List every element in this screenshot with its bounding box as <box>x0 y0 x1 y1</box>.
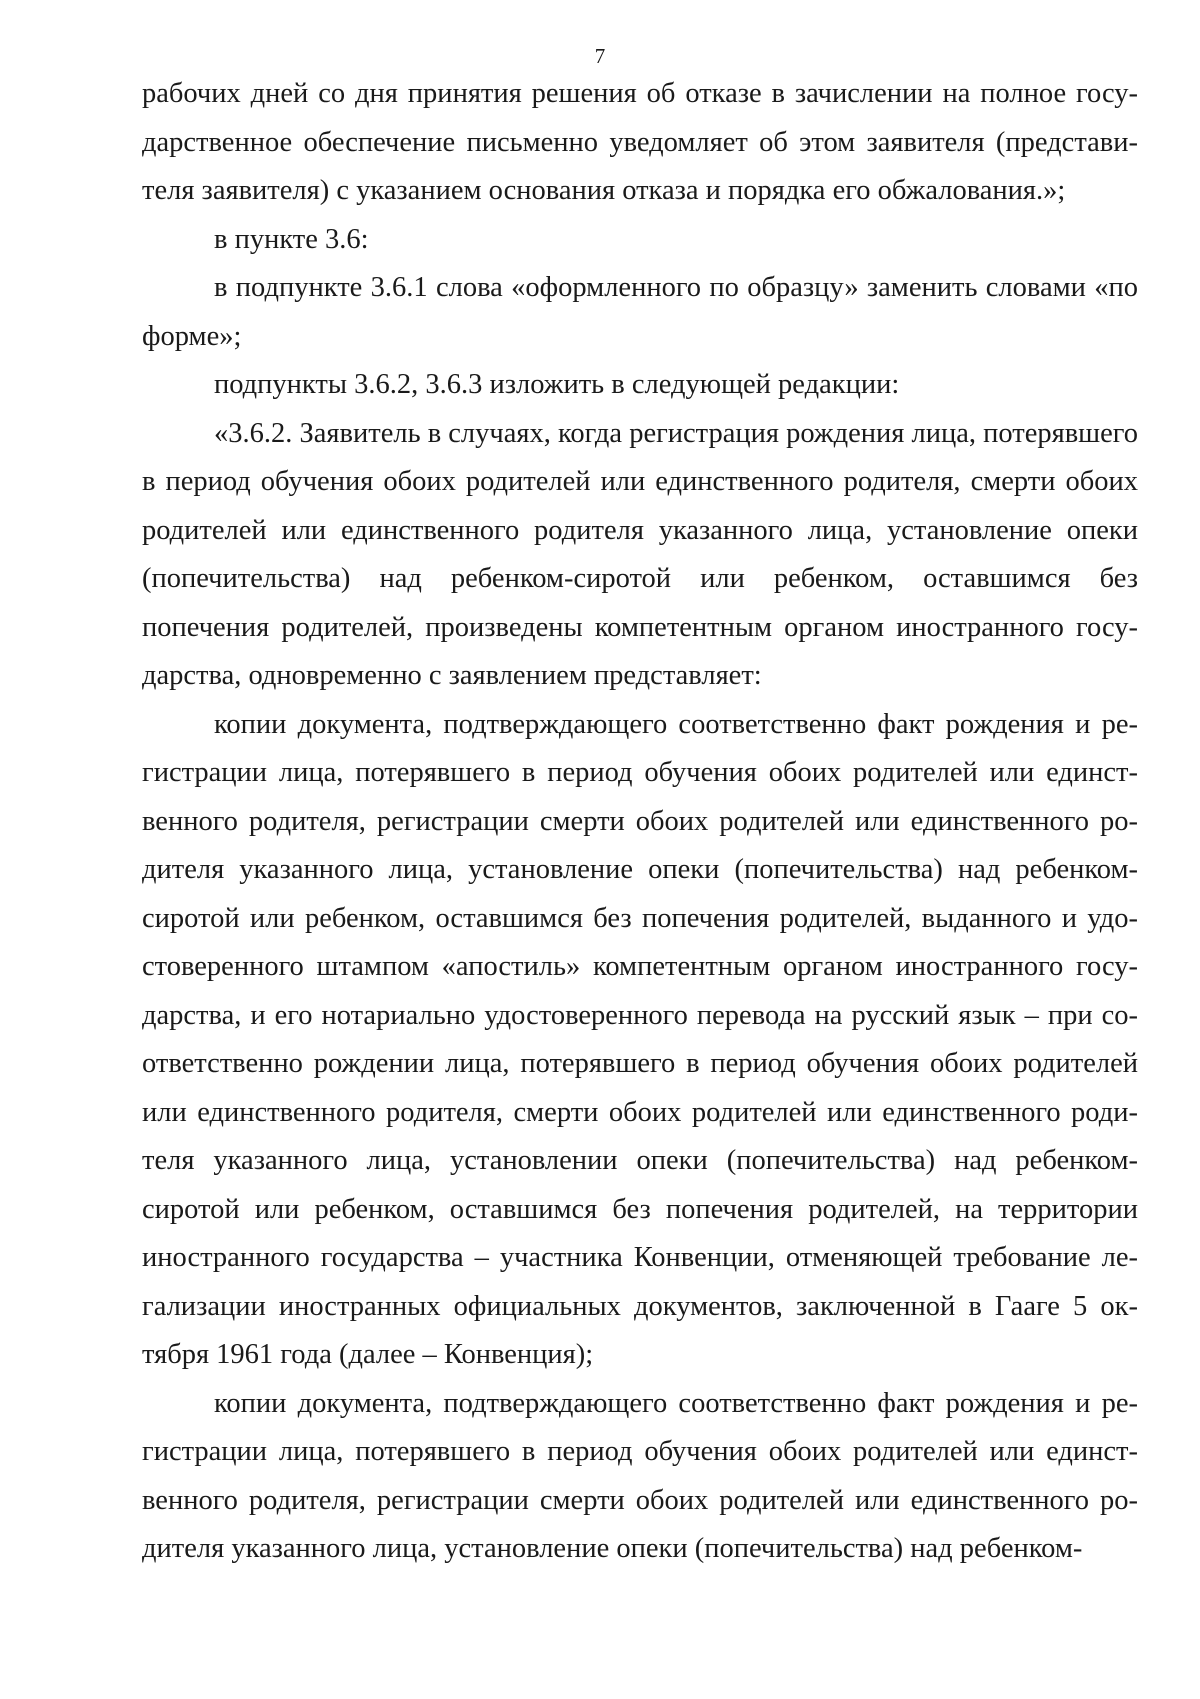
paragraph: рабочих дней со дня принятия решения об отказе в зачислении на полное государственное обеспечение письменно уведомляет об этом заявителя (представителя заявителя) с указанием основания отказа и порядка его обжалования.»; <box>142 78 1138 206</box>
page-number: 7 <box>594 44 606 68</box>
paragraph: копии документа, подтверждающего соответственно факт рождения и регистрации лица, потерявшего в период обучения обоих родителей или единственного родителя, регистрации смерти обоих родителей или единственного родителя указанного лица, установление опеки (попечительства) над ребенком-сиротой или ребенком, оставшимся без попечения родителей, выданного и удостоверенного штампом «апостиль» компетентным органом иностранного государства, и его нотариально удостоверенного перевода на русский язык – при соответственно рождении лица, потерявшего в период обучения обоих родителей или единственного родителя, смерти обоих родителей или единственного родителя указанного лица, установлении опеки (попечительства) над ребенком-сиротой или ребенком, оставшимся без попечения родителей, на территории иностранного государства – участника Конвенции, отменяющей требование легализации иностранных официальных документов, заключенной в Гааге 5 октября 1961 года (далее – Конвенция); <box>142 708 1138 1370</box>
paragraph: в пункте 3.6: <box>214 223 369 255</box>
paragraph: подпункты 3.6.2, 3.6.3 изложить в следующей редакции: <box>214 369 900 400</box>
paragraph: «3.6.2. Заявитель в случаях, когда регистрация рождения лица, потерявшего в период обучения обоих родителей или единственного родителя, смерти обоих родителей или единственного родителя указанного лица, установление опеки (попечительства) над ребенком-сиротой или ребенком, оставшимся без попечения родителей, произведены компетентным органом иностранного государства, одновременно с заявлением представляет: <box>142 417 1138 691</box>
document-body <box>142 70 1138 1574</box>
paragraph: в подпункте 3.6.1 слова «оформленного по образцу» заменить словами «по форме»; <box>142 272 1138 352</box>
paragraph: копии документа, подтверждающего соответственно факт рождения и регистрации лица, потерявшего в период обучения обоих родителей или единственного родителя, регистрации смерти обоих родителей или единственного родителя указанного лица, установление опеки (попечительства) над ребенком- <box>142 1387 1138 1564</box>
